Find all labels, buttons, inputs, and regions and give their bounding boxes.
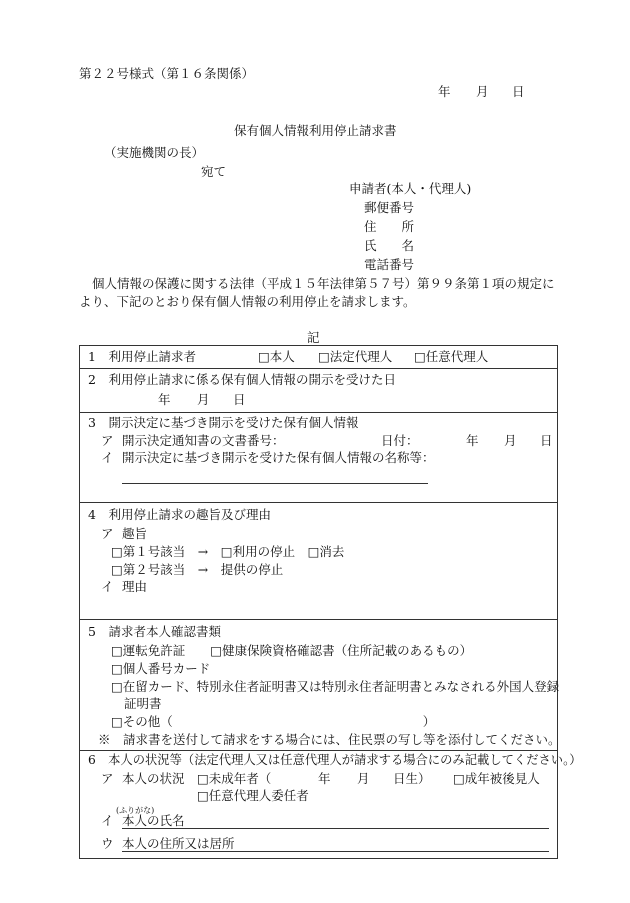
s6-label: 6 本人の状況等（法定代理人又は任意代理人が請求する場合にのみ記載してください。）: [88, 753, 582, 767]
s6-a-mark: ア: [101, 771, 114, 786]
s3-i-mark: イ: [101, 450, 114, 465]
s6-opt-proxy[interactable]: □任意代理人委任者: [197, 788, 309, 803]
ki-heading: 記: [307, 330, 320, 345]
s3-doc-number-label: 開示決定通知書の文書番号：: [122, 433, 285, 448]
s6-u-mark: ウ: [101, 836, 114, 851]
s4-a-mark: ア: [101, 526, 114, 541]
section-5: [80, 619, 560, 734]
s3-date-label: 日付：: [381, 433, 419, 448]
s3-info-name-label: 開示決定に基づき開示を受けた保有個人情報の名称等：: [122, 450, 435, 465]
s5-label: 5 請求者本人確認書類: [88, 624, 221, 639]
body-line-1: 個人情報の保護に関する法律（平成１５年法律第５７号）第９９条第１項の規定に: [92, 276, 555, 291]
s5-note: ※ 請求書を送付して請求をする場合には、住民票の写し等を添付してください。: [98, 732, 561, 747]
s6-opt-adult-guardian[interactable]: □成年被後見人: [453, 771, 540, 786]
form-number: 第２２号様式（第１６条関係）: [79, 66, 255, 81]
s6-minor-year: 年: [318, 771, 331, 786]
s3-label: 3 開示決定に基づき開示を受けた保有個人情報: [88, 415, 359, 430]
body-line-2: より、下記のとおり保有個人情報の利用停止を請求します。: [79, 294, 416, 309]
s6-name-line[interactable]: [122, 828, 549, 829]
section-6: [80, 750, 582, 858]
s6-furigana: (ふりがな): [116, 806, 155, 815]
s6-minor-month: 月: [357, 771, 370, 786]
recipient-head: （実施機関の長）: [104, 145, 205, 160]
s4-reason-label: 理由: [122, 579, 148, 594]
applicant-phone: 電話番号: [364, 257, 415, 272]
s3-month: 月: [504, 433, 517, 448]
s5-doc-residence-card[interactable]: □在留カード、特別永住者証明書又は特別永住者証明書とみなされる外国人登録: [111, 679, 560, 694]
s3-day: 日: [540, 433, 553, 448]
s1-opt-self[interactable]: □本人: [258, 349, 295, 364]
section-5-note: [80, 732, 561, 750]
s4-purpose-label: 趣旨: [122, 526, 148, 541]
s6-minor-born: 日生）: [393, 771, 431, 786]
applicant-postal: 郵便番号: [364, 200, 415, 215]
section-4: [80, 502, 557, 619]
s6-i-mark: イ: [101, 813, 114, 828]
s6-status-label: 本人の状況: [122, 771, 185, 786]
applicant-label: 申請者(本人・代理人): [349, 181, 472, 196]
date-year: 年: [438, 84, 451, 99]
s3-year: 年: [466, 433, 479, 448]
s6-opt-minor[interactable]: □未成年者（: [197, 771, 272, 786]
date-month: 月: [476, 84, 489, 99]
s4-label: 4 利用停止請求の趣旨及び理由: [88, 507, 271, 522]
s4-opt-item2[interactable]: □第２号該当 → 提供の停止: [111, 562, 284, 577]
recipient-suffix: 宛て: [201, 164, 227, 179]
document-title: 保有個人情報利用停止請求書: [234, 123, 397, 138]
s6-address-line[interactable]: [122, 851, 549, 852]
s5-doc-residence-card-cont: 証明書: [124, 696, 162, 711]
s1-opt-legal-agent[interactable]: □法定代理人: [318, 349, 393, 364]
date-day: 日: [512, 84, 525, 99]
s2-year: 年: [158, 392, 171, 407]
s2-label: 2 利用停止請求に係る保有個人情報の開示を受けた日: [88, 372, 396, 387]
s5-doc-license[interactable]: □運転免許証 □健康保険資格確認書（住所記載のあるもの）: [111, 643, 473, 658]
s3-a-mark: ア: [101, 433, 114, 448]
section-2: [80, 368, 557, 412]
s6-address-label: 本人の住所又は居所: [122, 836, 235, 851]
s2-month: 月: [197, 392, 210, 407]
s6-name-label: 本人の氏名: [122, 813, 185, 828]
section-3: [80, 412, 557, 502]
s4-opt-item1[interactable]: □第１号該当 → □利用の停止 □消去: [111, 544, 345, 559]
s1-label: 1 利用停止請求者: [88, 349, 196, 364]
s5-doc-other[interactable]: □その他（ ）: [111, 714, 436, 729]
s1-opt-voluntary-agent[interactable]: □任意代理人: [414, 349, 489, 364]
s5-doc-mynumber[interactable]: □個人番号カード: [111, 661, 211, 676]
s4-i-mark: イ: [101, 579, 114, 594]
section-1: [80, 346, 557, 368]
s2-day: 日: [233, 392, 246, 407]
applicant-address: 住 所: [364, 219, 415, 234]
request-table: [79, 345, 582, 859]
applicant-name: 氏 名: [364, 238, 415, 253]
s3-info-name-line[interactable]: [122, 483, 428, 484]
